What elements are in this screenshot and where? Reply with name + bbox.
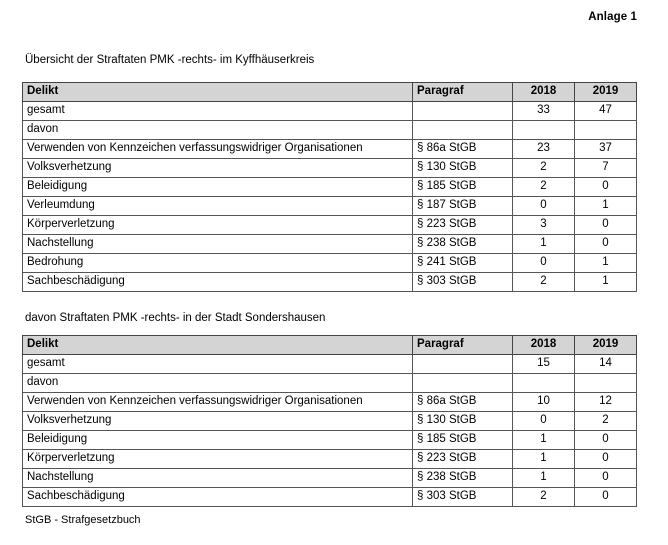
- table-1-caption: Übersicht der Straftaten PMK -rechts- im Kyffhäuserkreis: [25, 54, 315, 66]
- cell-2019: 14: [575, 355, 637, 374]
- cell-delikt: Sachbeschädigung: [23, 488, 413, 507]
- cell-paragraf: § 223 StGB: [413, 450, 513, 469]
- cell-2019: 1: [575, 254, 637, 273]
- offences-table-kyffhaeuserkreis: [22, 82, 637, 292]
- column-header-paragraf: Paragraf: [413, 336, 513, 355]
- cell-paragraf: § 86a StGB: [413, 393, 513, 412]
- table-row: [23, 102, 637, 121]
- cell-2019: 37: [575, 140, 637, 159]
- cell-paragraf: § 185 StGB: [413, 431, 513, 450]
- document-reference-label: Anlage 1: [588, 11, 637, 23]
- table-row: [23, 140, 637, 159]
- cell-delikt: Körperverletzung: [23, 216, 413, 235]
- table-row: [23, 121, 637, 140]
- table-row: [23, 159, 637, 178]
- cell-2018: 3: [513, 216, 575, 235]
- cell-2018: 2: [513, 273, 575, 292]
- cell-delikt: davon: [23, 121, 413, 140]
- cell-paragraf: § 238 StGB: [413, 469, 513, 488]
- cell-2019: 0: [575, 450, 637, 469]
- cell-delikt: Volksverhetzung: [23, 159, 413, 178]
- cell-2018: 23: [513, 140, 575, 159]
- column-header-2019: 2019: [575, 336, 637, 355]
- cell-delikt: Körperverletzung: [23, 450, 413, 469]
- cell-delikt: gesamt: [23, 355, 413, 374]
- cell-delikt: Nachstellung: [23, 469, 413, 488]
- cell-paragraf: [413, 121, 513, 140]
- cell-delikt: Bedrohung: [23, 254, 413, 273]
- table-row: [23, 374, 637, 393]
- cell-2019: 12: [575, 393, 637, 412]
- table-row: [23, 355, 637, 374]
- table-row: [23, 412, 637, 431]
- cell-2019: 1: [575, 197, 637, 216]
- table-2-caption: davon Straftaten PMK -rechts- in der Stadt Sondershausen: [25, 312, 326, 324]
- cell-2018: 1: [513, 469, 575, 488]
- cell-delikt: Nachstellung: [23, 235, 413, 254]
- cell-delikt: gesamt: [23, 102, 413, 121]
- cell-delikt: Sachbeschädigung: [23, 273, 413, 292]
- cell-paragraf: § 185 StGB: [413, 178, 513, 197]
- cell-2018: 0: [513, 197, 575, 216]
- table-row: [23, 450, 637, 469]
- cell-2018: 15: [513, 355, 575, 374]
- cell-2019: 0: [575, 216, 637, 235]
- table-row: [23, 273, 637, 292]
- cell-delikt: Beleidigung: [23, 178, 413, 197]
- cell-2019: 7: [575, 159, 637, 178]
- table-row: [23, 235, 637, 254]
- cell-2019: [575, 374, 637, 393]
- table-header-row: [23, 83, 637, 102]
- cell-2019: 0: [575, 469, 637, 488]
- cell-2019: 0: [575, 235, 637, 254]
- cell-2018: 1: [513, 431, 575, 450]
- cell-2018: 33: [513, 102, 575, 121]
- cell-2019: [575, 121, 637, 140]
- cell-paragraf: § 130 StGB: [413, 159, 513, 178]
- cell-delikt: Volksverhetzung: [23, 412, 413, 431]
- cell-2019: 1: [575, 273, 637, 292]
- cell-2018: 2: [513, 488, 575, 507]
- cell-paragraf: [413, 355, 513, 374]
- cell-2018: [513, 374, 575, 393]
- cell-paragraf: § 238 StGB: [413, 235, 513, 254]
- cell-paragraf: [413, 374, 513, 393]
- table-row: [23, 431, 637, 450]
- cell-2018: 1: [513, 450, 575, 469]
- abbreviation-footnote: StGB - Strafgesetzbuch: [25, 514, 141, 526]
- table-row: [23, 254, 637, 273]
- column-header-paragraf: Paragraf: [413, 83, 513, 102]
- cell-2019: 0: [575, 431, 637, 450]
- table-row: [23, 216, 637, 235]
- cell-delikt: Verwenden von Kennzeichen verfassungswidriger Organisationen: [23, 140, 413, 159]
- table-row: [23, 469, 637, 488]
- cell-2018: 0: [513, 254, 575, 273]
- cell-paragraf: § 130 StGB: [413, 412, 513, 431]
- cell-paragraf: § 223 StGB: [413, 216, 513, 235]
- table-row: [23, 197, 637, 216]
- cell-paragraf: § 303 StGB: [413, 488, 513, 507]
- cell-2018: 1: [513, 235, 575, 254]
- cell-delikt: Beleidigung: [23, 431, 413, 450]
- offences-table-sondershausen: [22, 335, 637, 507]
- cell-2018: 0: [513, 412, 575, 431]
- cell-paragraf: § 187 StGB: [413, 197, 513, 216]
- cell-paragraf: [413, 102, 513, 121]
- cell-2019: 0: [575, 178, 637, 197]
- cell-2019: 47: [575, 102, 637, 121]
- cell-paragraf: § 241 StGB: [413, 254, 513, 273]
- cell-delikt: davon: [23, 374, 413, 393]
- cell-2018: 10: [513, 393, 575, 412]
- column-header-2018: 2018: [513, 336, 575, 355]
- table-row: [23, 393, 637, 412]
- column-header-delikt: Delikt: [23, 83, 413, 102]
- cell-2019: 0: [575, 488, 637, 507]
- column-header-2019: 2019: [575, 83, 637, 102]
- table-header-row: [23, 336, 637, 355]
- cell-2018: 2: [513, 178, 575, 197]
- cell-2019: 2: [575, 412, 637, 431]
- cell-2018: [513, 121, 575, 140]
- table-row: [23, 488, 637, 507]
- cell-delikt: Verleumdung: [23, 197, 413, 216]
- cell-paragraf: § 303 StGB: [413, 273, 513, 292]
- column-header-2018: 2018: [513, 83, 575, 102]
- cell-paragraf: § 86a StGB: [413, 140, 513, 159]
- table-row: [23, 178, 637, 197]
- cell-2018: 2: [513, 159, 575, 178]
- cell-delikt: Verwenden von Kennzeichen verfassungswidriger Organisationen: [23, 393, 413, 412]
- column-header-delikt: Delikt: [23, 336, 413, 355]
